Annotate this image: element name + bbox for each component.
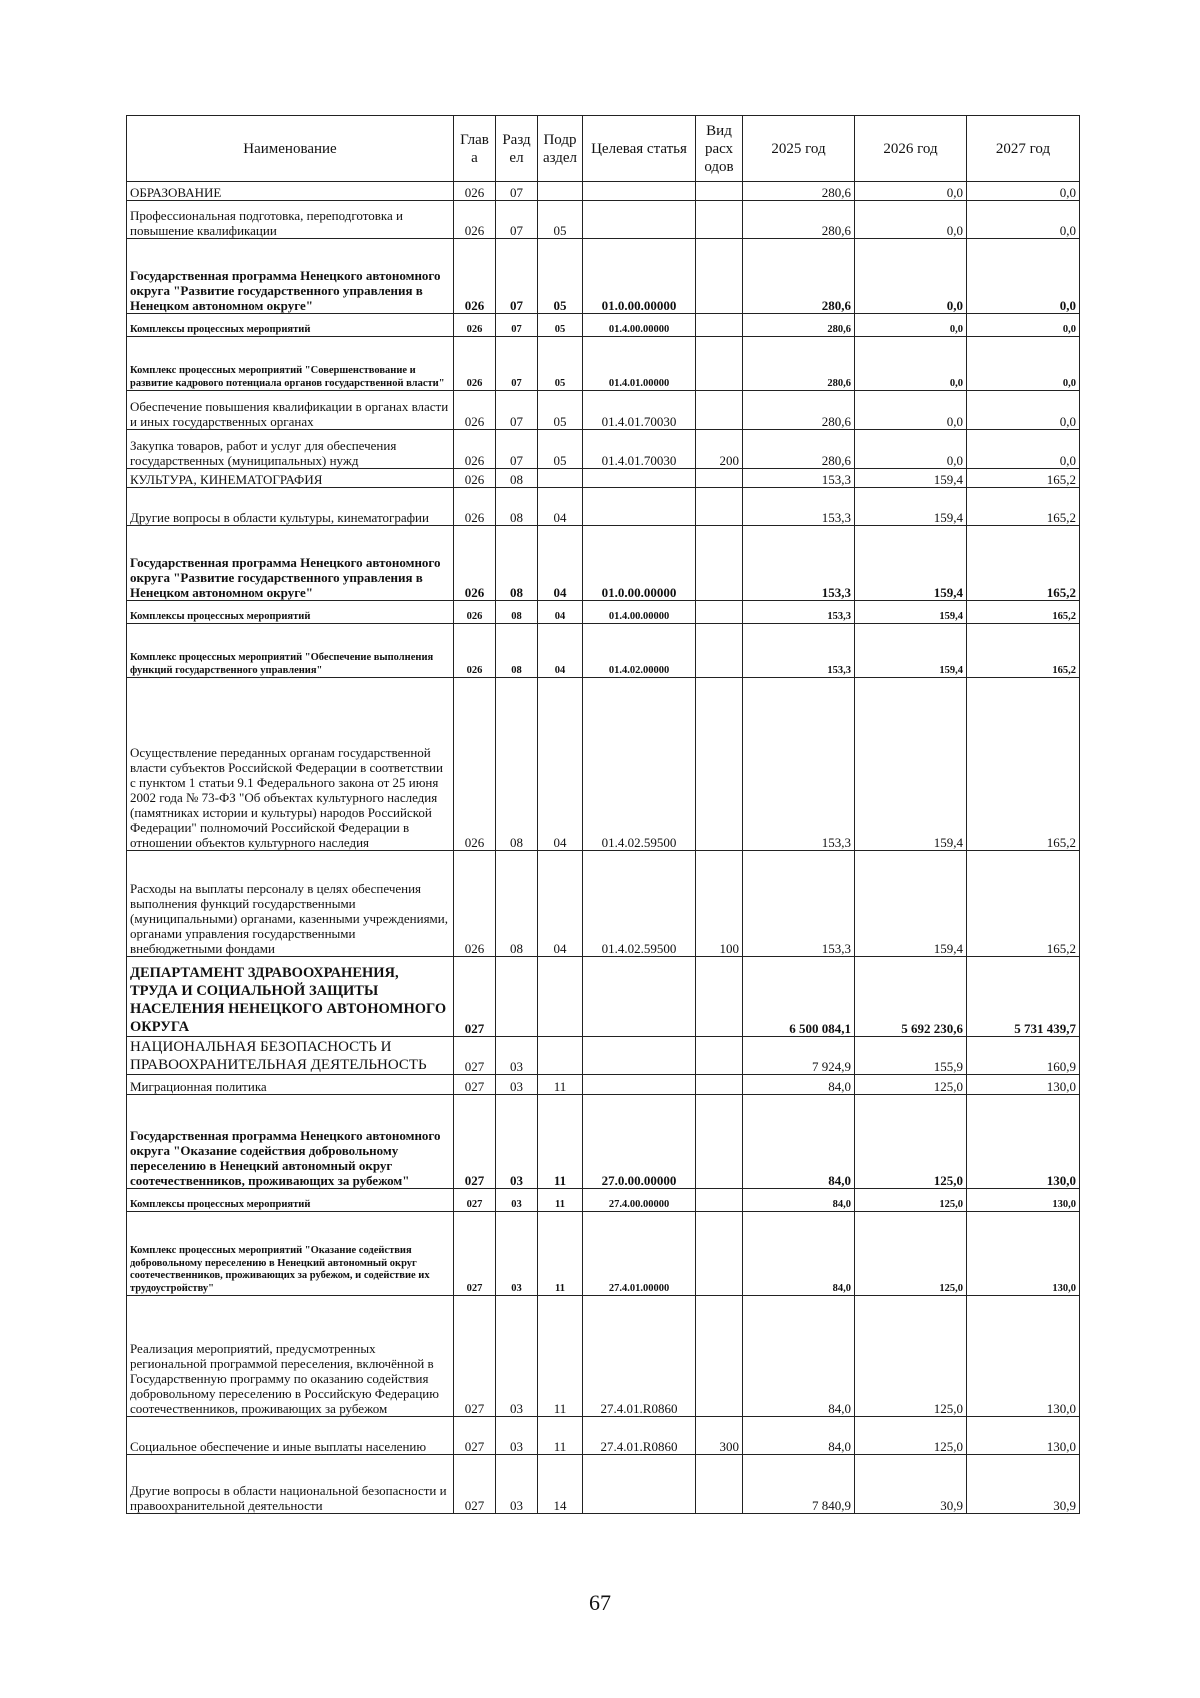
- cell-expense-type: [696, 624, 743, 678]
- cell-year-2025: 280,6: [743, 239, 855, 314]
- table-row: [127, 1417, 1080, 1455]
- cell-target-article: 27.4.01.00000: [583, 1212, 696, 1296]
- cell-razdel: 07: [496, 430, 538, 469]
- cell-expense-type: [696, 678, 743, 851]
- cell-year-2027: 130,0: [967, 1075, 1080, 1095]
- cell-podrazdel: [538, 1037, 583, 1075]
- cell-razdel: 08: [496, 526, 538, 601]
- cell-podrazdel: 11: [538, 1296, 583, 1417]
- cell-glava: 026: [454, 601, 496, 624]
- cell-podrazdel: [538, 182, 583, 201]
- cell-year-2027: 165,2: [967, 469, 1080, 488]
- cell-target-article: 01.4.02.00000: [583, 624, 696, 678]
- cell-year-2026: 125,0: [855, 1417, 967, 1455]
- cell-year-2026: 0,0: [855, 391, 967, 430]
- cell-podrazdel: 05: [538, 430, 583, 469]
- cell-podrazdel: 11: [538, 1095, 583, 1189]
- cell-target-article: [583, 469, 696, 488]
- cell-name: Расходы на выплаты персоналу в целях обеспечения выполнения функций государственными (муниципальными) органами, казенными учреждениями, органами управления государственными внебюджетными фондами: [127, 851, 454, 957]
- table-row: [127, 1296, 1080, 1417]
- cell-year-2026: 125,0: [855, 1212, 967, 1296]
- cell-glava: 027: [454, 1075, 496, 1095]
- cell-year-2025: 153,3: [743, 678, 855, 851]
- header-year-2025: 2025 год: [743, 116, 855, 182]
- cell-target-article: 01.0.00.00000: [583, 239, 696, 314]
- cell-year-2025: 84,0: [743, 1212, 855, 1296]
- cell-razdel: 08: [496, 488, 538, 526]
- table-row: [127, 391, 1080, 430]
- table-row: [127, 1095, 1080, 1189]
- cell-razdel: 07: [496, 201, 538, 239]
- cell-year-2025: 84,0: [743, 1296, 855, 1417]
- header-glava: Глав а: [454, 116, 496, 182]
- table-row: [127, 488, 1080, 526]
- table-row: [127, 851, 1080, 957]
- cell-name: Закупка товаров, работ и услуг для обеспечения государственных (муниципальных) нужд: [127, 430, 454, 469]
- cell-year-2025: 280,6: [743, 182, 855, 201]
- cell-glava: 027: [454, 1095, 496, 1189]
- cell-glava: 027: [454, 1455, 496, 1514]
- cell-glava: 026: [454, 201, 496, 239]
- table-body: [127, 182, 1080, 1514]
- header-expense-type: Вид расх одов: [696, 116, 743, 182]
- cell-podrazdel: 04: [538, 851, 583, 957]
- cell-name: Обеспечение повышения квалификации в органах власти и иных государственных органах: [127, 391, 454, 430]
- cell-year-2025: 153,3: [743, 851, 855, 957]
- cell-glava: 026: [454, 469, 496, 488]
- cell-year-2027: 0,0: [967, 201, 1080, 239]
- cell-year-2027: 30,9: [967, 1455, 1080, 1514]
- cell-year-2027: 165,2: [967, 526, 1080, 601]
- cell-glava: 026: [454, 851, 496, 957]
- cell-target-article: 27.4.01.R0860: [583, 1296, 696, 1417]
- cell-target-article: 01.4.02.59500: [583, 851, 696, 957]
- cell-year-2027: 160,9: [967, 1037, 1080, 1075]
- cell-target-article: 27.4.01.R0860: [583, 1417, 696, 1455]
- cell-expense-type: 100: [696, 851, 743, 957]
- cell-razdel: 03: [496, 1296, 538, 1417]
- cell-target-article: [583, 1075, 696, 1095]
- cell-year-2026: 30,9: [855, 1455, 967, 1514]
- cell-expense-type: [696, 182, 743, 201]
- cell-name: Комплексы процессных мероприятий: [127, 601, 454, 624]
- cell-name: Государственная программа Ненецкого автономного округа "Развитие государственного управления в Ненецком автономном округе": [127, 239, 454, 314]
- cell-year-2026: 0,0: [855, 201, 967, 239]
- cell-podrazdel: 05: [538, 201, 583, 239]
- cell-glava: 026: [454, 526, 496, 601]
- cell-glava: 026: [454, 337, 496, 391]
- cell-expense-type: [696, 337, 743, 391]
- cell-year-2026: 159,4: [855, 526, 967, 601]
- cell-razdel: 08: [496, 469, 538, 488]
- header-target-article: Целевая статья: [583, 116, 696, 182]
- cell-year-2027: 0,0: [967, 182, 1080, 201]
- cell-name: Социальное обеспечение и иные выплаты населению: [127, 1417, 454, 1455]
- cell-razdel: 08: [496, 624, 538, 678]
- cell-expense-type: [696, 601, 743, 624]
- cell-name: Осуществление переданных органам государственной власти субъектов Российской Федерации в соответствии с пунктом 1 статьи 9.1 Федерального закона от 25 июня 2002 года № 73-ФЗ "Об объектах культурного наследия (памятниках истории и культуры) народов Российской Федерации" полномочий Российской Федерации в отношении объектов культурного наследия: [127, 678, 454, 851]
- cell-year-2026: 125,0: [855, 1075, 967, 1095]
- cell-year-2027: 5 731 439,7: [967, 957, 1080, 1037]
- cell-expense-type: [696, 957, 743, 1037]
- cell-name: Комплекс процессных мероприятий "Оказание содействия добровольному переселению в Ненецкий автономный округ соотечественников, проживающих за рубежом, и содействие их трудоустройству": [127, 1212, 454, 1296]
- cell-target-article: [583, 201, 696, 239]
- header-year-2026: 2026 год: [855, 116, 967, 182]
- cell-razdel: 08: [496, 601, 538, 624]
- cell-target-article: [583, 182, 696, 201]
- cell-podrazdel: [538, 469, 583, 488]
- cell-name: Другие вопросы в области культуры, кинематографии: [127, 488, 454, 526]
- table-row: [127, 526, 1080, 601]
- cell-year-2025: 6 500 084,1: [743, 957, 855, 1037]
- page-number: 67: [589, 1590, 611, 1615]
- cell-target-article: 27.0.00.00000: [583, 1095, 696, 1189]
- cell-year-2026: 0,0: [855, 337, 967, 391]
- cell-glava: 026: [454, 430, 496, 469]
- cell-expense-type: [696, 526, 743, 601]
- cell-name: Комплекс процессных мероприятий "Обеспечение выполнения функций государственного управления": [127, 624, 454, 678]
- cell-target-article: 01.4.00.00000: [583, 601, 696, 624]
- cell-razdel: 07: [496, 337, 538, 391]
- cell-target-article: 01.4.00.00000: [583, 314, 696, 337]
- cell-expense-type: 300: [696, 1417, 743, 1455]
- cell-year-2026: 155,9: [855, 1037, 967, 1075]
- cell-year-2026: 0,0: [855, 239, 967, 314]
- cell-podrazdel: 04: [538, 488, 583, 526]
- cell-year-2027: 0,0: [967, 314, 1080, 337]
- cell-podrazdel: 14: [538, 1455, 583, 1514]
- cell-glava: 027: [454, 1417, 496, 1455]
- cell-year-2026: 159,4: [855, 678, 967, 851]
- cell-year-2026: 0,0: [855, 430, 967, 469]
- cell-year-2025: 280,6: [743, 430, 855, 469]
- cell-year-2026: 159,4: [855, 601, 967, 624]
- cell-year-2026: 159,4: [855, 624, 967, 678]
- cell-podrazdel: 11: [538, 1075, 583, 1095]
- cell-glava: 026: [454, 182, 496, 201]
- cell-name: Профессиональная подготовка, переподготовка и повышение квалификации: [127, 201, 454, 239]
- cell-year-2027: 165,2: [967, 624, 1080, 678]
- cell-glava: 027: [454, 1189, 496, 1212]
- cell-razdel: 03: [496, 1037, 538, 1075]
- cell-expense-type: [696, 1037, 743, 1075]
- cell-razdel: 07: [496, 182, 538, 201]
- cell-year-2025: 280,6: [743, 337, 855, 391]
- cell-expense-type: [696, 469, 743, 488]
- cell-razdel: 03: [496, 1189, 538, 1212]
- cell-target-article: [583, 488, 696, 526]
- cell-razdel: 08: [496, 851, 538, 957]
- table-row: [127, 201, 1080, 239]
- table-row: [127, 1075, 1080, 1095]
- cell-target-article: [583, 1037, 696, 1075]
- cell-year-2025: 84,0: [743, 1189, 855, 1212]
- cell-target-article: [583, 1455, 696, 1514]
- cell-year-2026: 5 692 230,6: [855, 957, 967, 1037]
- cell-year-2027: 0,0: [967, 391, 1080, 430]
- table-row: [127, 430, 1080, 469]
- cell-year-2025: 153,3: [743, 624, 855, 678]
- table-row: [127, 678, 1080, 851]
- cell-year-2027: 0,0: [967, 430, 1080, 469]
- cell-year-2027: 0,0: [967, 337, 1080, 391]
- cell-year-2025: 84,0: [743, 1417, 855, 1455]
- cell-podrazdel: 05: [538, 314, 583, 337]
- cell-target-article: 01.4.01.70030: [583, 430, 696, 469]
- cell-year-2025: 7 924,9: [743, 1037, 855, 1075]
- cell-razdel: 03: [496, 1095, 538, 1189]
- table-row: [127, 624, 1080, 678]
- cell-glava: 026: [454, 314, 496, 337]
- header-podrazdel: Подр аздел: [538, 116, 583, 182]
- cell-expense-type: [696, 239, 743, 314]
- cell-name: ОБРАЗОВАНИЕ: [127, 182, 454, 201]
- cell-name: Комплекс процессных мероприятий "Совершенствование и развитие кадрового потенциала органов государственной власти": [127, 337, 454, 391]
- cell-expense-type: [696, 1212, 743, 1296]
- table-row: [127, 957, 1080, 1037]
- cell-name: ДЕПАРТАМЕНТ ЗДРАВООХРАНЕНИЯ, ТРУДА И СОЦИАЛЬНОЙ ЗАЩИТЫ НАСЕЛЕНИЯ НЕНЕЦКОГО АВТОНОМНОГО ОКРУГА: [127, 957, 454, 1037]
- cell-expense-type: 200: [696, 430, 743, 469]
- budget-table: [126, 115, 1080, 1514]
- cell-glava: 027: [454, 1212, 496, 1296]
- table-row: [127, 1455, 1080, 1514]
- cell-year-2026: 159,4: [855, 851, 967, 957]
- header-year-2027: 2027 год: [967, 116, 1080, 182]
- cell-razdel: 07: [496, 314, 538, 337]
- cell-glava: 026: [454, 624, 496, 678]
- cell-year-2025: 7 840,9: [743, 1455, 855, 1514]
- cell-target-article: 27.4.00.00000: [583, 1189, 696, 1212]
- cell-target-article: [583, 957, 696, 1037]
- cell-year-2027: 130,0: [967, 1296, 1080, 1417]
- cell-podrazdel: 04: [538, 601, 583, 624]
- cell-glava: 026: [454, 239, 496, 314]
- cell-name: Другие вопросы в области национальной безопасности и правоохранительной деятельности: [127, 1455, 454, 1514]
- table-row: [127, 239, 1080, 314]
- cell-name: Комплексы процессных мероприятий: [127, 314, 454, 337]
- cell-glava: 026: [454, 391, 496, 430]
- cell-year-2026: 159,4: [855, 469, 967, 488]
- table-row: [127, 314, 1080, 337]
- cell-name: КУЛЬТУРА, КИНЕМАТОГРАФИЯ: [127, 469, 454, 488]
- cell-name: Реализация мероприятий, предусмотренных региональной программой переселения, включённой в Государственную программу по оказанию содействия добровольному переселению в Российскую Федерацию соотечественников, проживающих за рубежом: [127, 1296, 454, 1417]
- cell-podrazdel: 04: [538, 526, 583, 601]
- header-name: Наименование: [127, 116, 454, 182]
- cell-year-2026: 125,0: [855, 1189, 967, 1212]
- cell-expense-type: [696, 1095, 743, 1189]
- cell-razdel: 03: [496, 1212, 538, 1296]
- cell-expense-type: [696, 1455, 743, 1514]
- cell-name: НАЦИОНАЛЬНАЯ БЕЗОПАСНОСТЬ И ПРАВООХРАНИТЕЛЬНАЯ ДЕЯТЕЛЬНОСТЬ: [127, 1037, 454, 1075]
- cell-year-2027: 0,0: [967, 239, 1080, 314]
- cell-podrazdel: 04: [538, 678, 583, 851]
- cell-podrazdel: [538, 957, 583, 1037]
- cell-podrazdel: 11: [538, 1417, 583, 1455]
- table-row: [127, 469, 1080, 488]
- table-header-row: [127, 116, 1080, 182]
- cell-year-2026: 125,0: [855, 1095, 967, 1189]
- cell-year-2025: 280,6: [743, 314, 855, 337]
- cell-year-2025: 153,3: [743, 526, 855, 601]
- cell-year-2026: 125,0: [855, 1296, 967, 1417]
- cell-podrazdel: 05: [538, 239, 583, 314]
- cell-expense-type: [696, 201, 743, 239]
- table-row: [127, 601, 1080, 624]
- cell-podrazdel: 05: [538, 337, 583, 391]
- cell-expense-type: [696, 314, 743, 337]
- cell-target-article: 01.4.01.70030: [583, 391, 696, 430]
- cell-podrazdel: 04: [538, 624, 583, 678]
- table-row: [127, 337, 1080, 391]
- cell-glava: 026: [454, 678, 496, 851]
- cell-year-2027: 165,2: [967, 678, 1080, 851]
- cell-razdel: 03: [496, 1455, 538, 1514]
- table-row: [127, 182, 1080, 201]
- cell-razdel: [496, 957, 538, 1037]
- cell-razdel: 07: [496, 239, 538, 314]
- header-razdel: Разд ел: [496, 116, 538, 182]
- cell-podrazdel: 11: [538, 1189, 583, 1212]
- cell-year-2027: 165,2: [967, 851, 1080, 957]
- cell-year-2026: 0,0: [855, 314, 967, 337]
- cell-expense-type: [696, 391, 743, 430]
- cell-glava: 027: [454, 1296, 496, 1417]
- cell-glava: 027: [454, 957, 496, 1037]
- cell-year-2027: 165,2: [967, 601, 1080, 624]
- cell-year-2025: 84,0: [743, 1075, 855, 1095]
- cell-year-2025: 280,6: [743, 201, 855, 239]
- cell-expense-type: [696, 488, 743, 526]
- cell-expense-type: [696, 1075, 743, 1095]
- cell-target-article: 01.0.00.00000: [583, 526, 696, 601]
- cell-name: Государственная программа Ненецкого автономного округа "Развитие государственного управления в Ненецком автономном округе": [127, 526, 454, 601]
- cell-name: Государственная программа Ненецкого автономного округа "Оказание содействия добровольному переселению в Ненецкий автономный округ соотечественников, проживающих за рубежом": [127, 1095, 454, 1189]
- cell-year-2027: 130,0: [967, 1212, 1080, 1296]
- cell-target-article: 01.4.01.00000: [583, 337, 696, 391]
- cell-year-2027: 130,0: [967, 1417, 1080, 1455]
- cell-year-2026: 159,4: [855, 488, 967, 526]
- cell-razdel: 08: [496, 678, 538, 851]
- cell-razdel: 03: [496, 1075, 538, 1095]
- cell-podrazdel: 05: [538, 391, 583, 430]
- cell-podrazdel: 11: [538, 1212, 583, 1296]
- cell-razdel: 07: [496, 391, 538, 430]
- cell-name: Комплексы процессных мероприятий: [127, 1189, 454, 1212]
- cell-year-2025: 153,3: [743, 469, 855, 488]
- cell-glava: 027: [454, 1037, 496, 1075]
- cell-year-2025: 153,3: [743, 488, 855, 526]
- table-row: [127, 1189, 1080, 1212]
- cell-year-2027: 130,0: [967, 1189, 1080, 1212]
- cell-year-2026: 0,0: [855, 182, 967, 201]
- cell-target-article: 01.4.02.59500: [583, 678, 696, 851]
- cell-expense-type: [696, 1189, 743, 1212]
- cell-year-2027: 165,2: [967, 488, 1080, 526]
- cell-razdel: 03: [496, 1417, 538, 1455]
- cell-year-2025: 153,3: [743, 601, 855, 624]
- table-row: [127, 1212, 1080, 1296]
- table-row: [127, 1037, 1080, 1075]
- cell-expense-type: [696, 1296, 743, 1417]
- cell-year-2025: 84,0: [743, 1095, 855, 1189]
- cell-glava: 026: [454, 488, 496, 526]
- cell-name: Миграционная политика: [127, 1075, 454, 1095]
- cell-year-2027: 130,0: [967, 1095, 1080, 1189]
- cell-year-2025: 280,6: [743, 391, 855, 430]
